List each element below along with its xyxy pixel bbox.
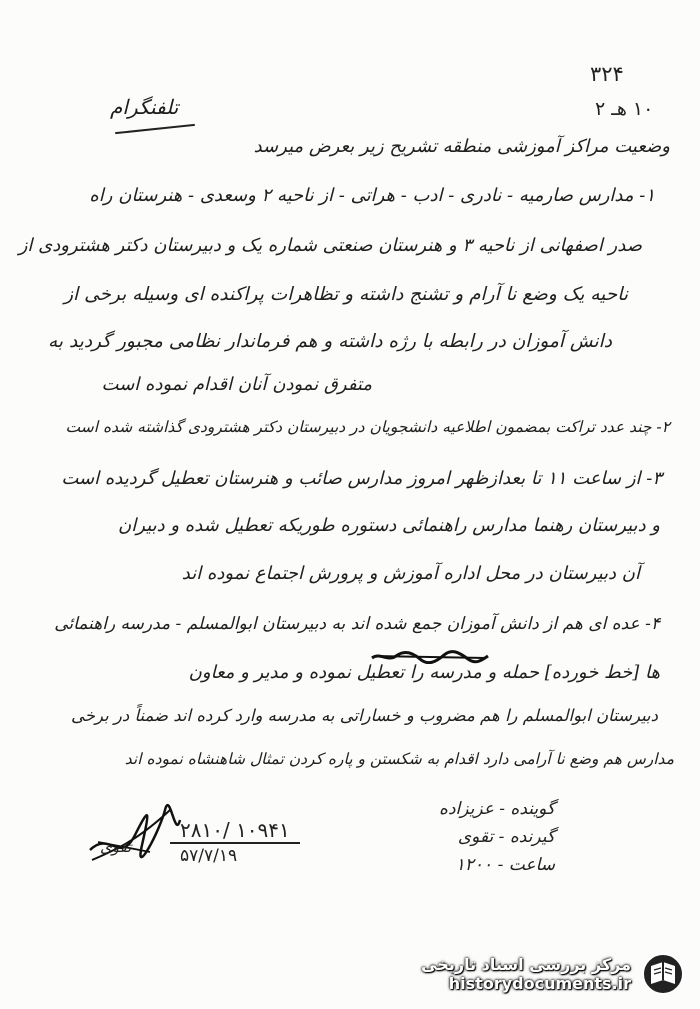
body-line: مدارس هم وضع نا آرامی دارد اقدام به شکستن و پاره کردن تمثال شاهنشاه نموده اند: [124, 750, 674, 768]
document-number: ۲۸۱۰/ ۱۰۹۴۱: [180, 818, 290, 842]
author-block: [439, 795, 555, 879]
body-line: ها [خط خورده] حمله و مدرسه را تعطیل نموده و مدیر و معاون: [188, 662, 660, 683]
author-line: گوینده - عزیزاده: [439, 799, 555, 819]
body-line: ۲- چند عدد تراکت بمضمون اطلاعیه دانشجویان در دبیرستان دکتر هشترودی گذاشته شده است: [65, 418, 670, 436]
watermark: [405, 950, 685, 998]
author-line: گیرنده - تقوی: [457, 827, 555, 847]
classification-label: تلفنگرام: [110, 95, 179, 119]
watermark-text: [421, 955, 631, 993]
strikethrough-scribble: [370, 650, 490, 664]
archive-book-logo-icon: [641, 952, 685, 996]
document-number-underline: [170, 842, 300, 844]
watermark-url: historydocuments.ir: [448, 974, 631, 993]
body-line: ۴- عده ای هم از دانش آموزان جمع شده اند به دبیرستان ابوالمسلم - مدرسه راهنمائی: [54, 614, 660, 634]
document-date: ۵۷/۷/۱۹: [180, 846, 238, 866]
classification-underline: [115, 124, 195, 134]
watermark-name: مرکز بررسی اسناد تاریخی: [421, 955, 631, 974]
body-line: دبیرستان ابوالمسلم را هم مضروب و خساراتی به مدرسه وارد کرده اند ضمناً در برخی: [71, 706, 658, 725]
body-line: ۱- مدارس صارمیه - نادری - ادب - هراتی - از ناحیه ۲ وسعدی - هنرستان راه: [89, 185, 655, 206]
body-line: آن دبیرستان در محل اداره آموزش و پرورش اجتماع نموده اند: [181, 563, 640, 584]
sub-number: ۱۰ هـ ۲: [595, 98, 654, 120]
body-line: وضعیت مراکز آموزشی منطقه تشریح زیر بعرض میرسد: [253, 136, 670, 157]
body-line: صدر اصفهانی از ناحیه ۳ و هنرستان صنعتی شماره یک و دبیرستان دکتر هشترودی از: [18, 235, 642, 256]
body-line: و دبیرستان رهنما مدارس راهنمائی دستوره طوریکه تعطیل شده و دبیران: [118, 515, 660, 536]
page-number: ۳۲۴: [590, 62, 624, 86]
body-line: ۳- از ساعت ۱۱ تا بعدازظهر امروز مدارس صائب و هنرستان تعطیل گردیده است: [61, 468, 662, 489]
body-line: دانش آموزان در رابطه با رژه داشته و هم فرماندار نظامی مجبور گردید به: [48, 331, 612, 352]
body-line: متفرق نمودن آنان اقدام نموده است: [101, 374, 372, 395]
signer-label: تقوی: [100, 838, 132, 856]
author-line: ساعت - ۱۲۰۰: [455, 855, 555, 875]
body-line: ناحیه یک وضع نا آرام و تشنج داشته و تظاهرات پراکنده ای وسیله برخی از: [64, 284, 628, 305]
